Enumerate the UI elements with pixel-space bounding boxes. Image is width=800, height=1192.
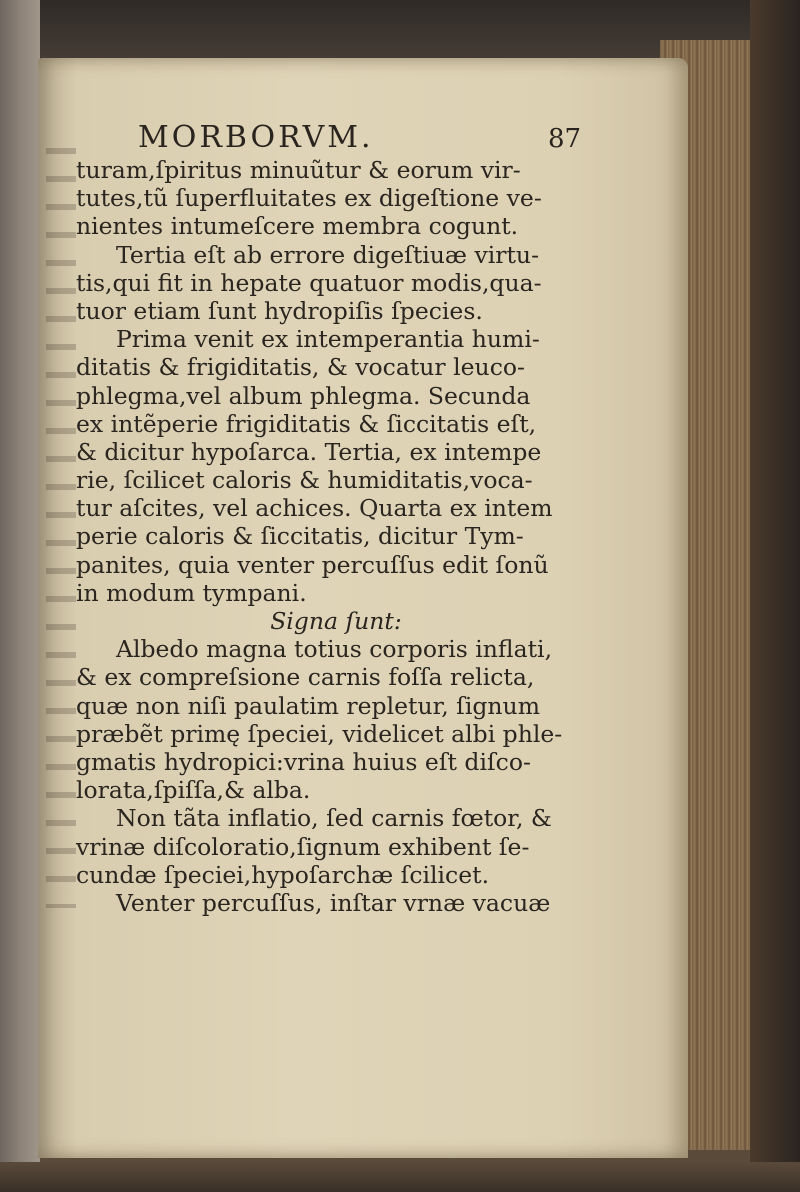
text-line: rie, ſcilicet caloris & humiditatis,voca- [76,466,533,495]
text-line: gmatis hydropici:vrina huius eſt diſco- [76,747,531,776]
section-heading: Signa ſunt: [270,607,402,635]
text-line: nientes intumeſcere membra cogunt. [76,212,519,241]
text-line: & dicitur hypoſarca. Tertia, ex intempe [76,437,542,466]
text-line: in modum tympani. [76,578,307,607]
table-surface [0,1162,800,1192]
facing-page-edge [0,0,40,1192]
page-header [38,120,688,160]
text-line: ex intẽperie frigiditatis & ſiccitatis eſt, [76,409,537,438]
book-page [38,58,688,1158]
body-text [76,156,676,917]
text-line: ditatis & frigiditatis, & vocatur leuco- [76,353,525,382]
gutter-show-through [46,148,76,908]
text-line: lorata,ſpiſſa,& alba. [76,776,311,805]
text-line: præbẽt primę ſpeciei, videlicet albi phle- [76,719,563,748]
text-line: tutes,tũ ſuperfluitates ex digeſtione ve- [76,184,542,213]
text-line: turam,ſpiritus minuũtur & eorum vir- [76,156,521,184]
text-line: Venter percuſſus, inſtar vrnæ vacuæ [116,888,551,917]
text-line: tuor etiam ſunt hydropiſis ſpecies. [76,296,483,325]
text-line: Tertia eſt ab errore digeſtiuæ virtu- [116,240,540,269]
text-line: Non tãta inflatio, ſed carnis fœtor, & [116,804,552,833]
text-line: cundæ ſpeciei,hypoſarchæ ſcilicet. [76,860,490,889]
text-line: vrinæ diſcoloratio,ſignum exhibent ſe- [76,832,530,861]
text-line: quæ non niſi paulatim repletur, ſignum [76,691,540,720]
text-line: tur aſcites, vel achices. Quarta ex intem [76,494,553,523]
book-cover-shadow [750,0,800,1192]
text-line: Albedo magna totius corporis inflati, [116,635,553,664]
text-line: Prima venit ex intemperantia humi- [116,325,540,354]
page-number: 87 [548,124,582,154]
running-title: MORBORVM. [138,120,374,155]
text-line: perie caloris & ſiccitatis, dicitur Tym- [76,522,524,551]
text-line: phlegma,vel album phlegma. Secunda [76,381,531,410]
text-line: & ex compreſsione carnis foſſa relicta, [76,663,535,692]
text-line: panites, quia venter percuſſus edit ſonũ [76,550,549,579]
text-line: tis,qui fit in hepate quatuor modis,qua- [76,268,542,297]
